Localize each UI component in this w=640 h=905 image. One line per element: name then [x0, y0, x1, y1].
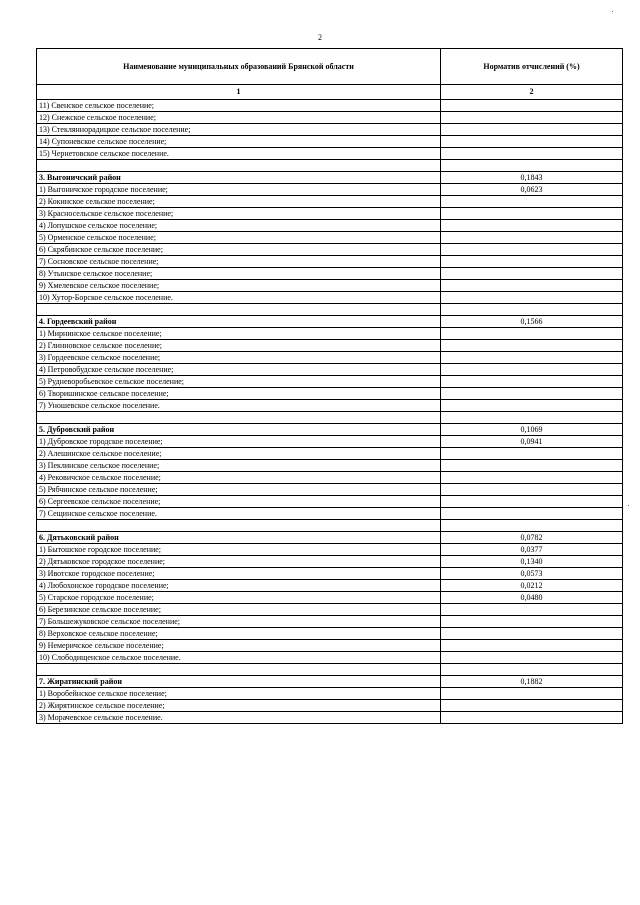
table-row	[37, 136, 623, 148]
norm-value	[441, 628, 623, 640]
municipality-name	[37, 304, 441, 316]
norm-value	[441, 208, 623, 220]
table-row	[37, 292, 623, 304]
table-row	[37, 220, 623, 232]
norm-value	[441, 640, 623, 652]
column-number-1: 1	[37, 85, 441, 100]
municipality-name: 3) Гордеевское сельское поселение;	[37, 352, 441, 364]
norm-value: 0,1843	[441, 172, 623, 184]
norm-value	[441, 220, 623, 232]
municipality-name: 9) Немеричское сельское поселение;	[37, 640, 441, 652]
table-row	[37, 580, 623, 592]
municipality-name	[37, 664, 441, 676]
norm-value	[441, 304, 623, 316]
municipality-name: 9) Хмелевское сельское поселение;	[37, 280, 441, 292]
table-row	[37, 244, 623, 256]
norm-value	[441, 136, 623, 148]
header-name: Наименование муниципальных образований Брянской области	[37, 49, 441, 85]
norm-value	[441, 268, 623, 280]
norm-value	[441, 664, 623, 676]
norm-value	[441, 496, 623, 508]
norm-value	[441, 652, 623, 664]
municipality-name: 15) Чернетовское сельское поселение.	[37, 148, 441, 160]
municipality-name: 6. Дятьковский район	[37, 532, 441, 544]
municipality-name: 8) Утынское сельское поселение;	[37, 268, 441, 280]
municipality-name: 4) Любохонское городское поселение;	[37, 580, 441, 592]
page-number: 2	[318, 33, 322, 42]
table-row	[37, 352, 623, 364]
table-row	[37, 472, 623, 484]
norm-value: 0,1566	[441, 316, 623, 328]
table-row	[37, 688, 623, 700]
table-row	[37, 460, 623, 472]
table-row	[37, 652, 623, 664]
norm-value: 0,0480	[441, 592, 623, 604]
norm-value	[441, 460, 623, 472]
norm-value: 0,0573	[441, 568, 623, 580]
municipality-name: 7. Жиратинский район	[37, 676, 441, 688]
municipality-name: 3) Морачевское сельское поселение.	[37, 712, 441, 724]
table-row	[37, 112, 623, 124]
table-row	[37, 568, 623, 580]
norm-value	[441, 688, 623, 700]
table-row	[37, 448, 623, 460]
municipality-name: 6) Скрябинское сельское поселение;	[37, 244, 441, 256]
norm-value	[441, 376, 623, 388]
municipality-name: 1) Бытошское городское поселение;	[37, 544, 441, 556]
table-row	[37, 400, 623, 412]
table-row	[37, 196, 623, 208]
table-row	[37, 388, 623, 400]
municipality-name: 6) Творишинское сельское поселение;	[37, 388, 441, 400]
municipality-name: 1) Дубровское городское поселение;	[37, 436, 441, 448]
municipality-name: 1) Мирнинское сельское поселение;	[37, 328, 441, 340]
municipality-name: 10) Слободищенское сельское поселение.	[37, 652, 441, 664]
norm-value	[441, 352, 623, 364]
municipality-name: 1) Выгоничское городское поселение;	[37, 184, 441, 196]
norm-value	[441, 400, 623, 412]
municipality-name: 2) Глинновское сельское поселение;	[37, 340, 441, 352]
norm-value	[441, 712, 623, 724]
norm-value	[441, 388, 623, 400]
table-row	[37, 268, 623, 280]
norm-value: 0,0941	[441, 436, 623, 448]
municipality-name: 5. Дубровский район	[37, 424, 441, 436]
municipality-name	[37, 160, 441, 172]
spacer-row	[37, 160, 623, 172]
column-number-row	[37, 85, 623, 100]
norm-value: 0,1069	[441, 424, 623, 436]
norm-value	[441, 112, 623, 124]
table-row	[37, 280, 623, 292]
table-row	[37, 364, 623, 376]
municipality-name: 3) Пеклинское сельское поселение;	[37, 460, 441, 472]
norm-value	[441, 616, 623, 628]
scan-speck	[612, 11, 613, 12]
municipality-name: 6) Сергеевское сельское поселение;	[37, 496, 441, 508]
municipality-name: 3. Выгоничский район	[37, 172, 441, 184]
norm-value: 0,1882	[441, 676, 623, 688]
table-row	[37, 592, 623, 604]
table-row	[37, 232, 623, 244]
norm-value	[441, 244, 623, 256]
district-row	[37, 676, 623, 688]
table-row	[37, 376, 623, 388]
norm-value	[441, 448, 623, 460]
norm-value	[441, 280, 623, 292]
municipality-name: 4) Лопушское сельское поселение;	[37, 220, 441, 232]
table-row	[37, 100, 623, 112]
table-row	[37, 544, 623, 556]
column-number-2: 2	[441, 85, 623, 100]
norm-value	[441, 484, 623, 496]
table-header-row	[37, 49, 623, 85]
table-row	[37, 148, 623, 160]
table-row	[37, 340, 623, 352]
table-row	[37, 484, 623, 496]
municipality-name: 13) Стекляннорадицкое сельское поселение;	[37, 124, 441, 136]
district-row	[37, 532, 623, 544]
norm-value	[441, 520, 623, 532]
norm-value	[441, 604, 623, 616]
municipality-name: 10) Хутор-Борское сельское поселение.	[37, 292, 441, 304]
municipality-name: 2) Дятьковское городское поселение;	[37, 556, 441, 568]
spacer-row	[37, 664, 623, 676]
municipality-name: 5) Рябчинское сельское поселение;	[37, 484, 441, 496]
norm-value	[441, 148, 623, 160]
norm-value: 0,0212	[441, 580, 623, 592]
table-row	[37, 628, 623, 640]
table-row	[37, 616, 623, 628]
spacer-row	[37, 412, 623, 424]
municipality-name: 3) Ивотское городское поселение;	[37, 568, 441, 580]
municipality-name: 12) Снежское сельское поселение;	[37, 112, 441, 124]
table-row	[37, 604, 623, 616]
table-row	[37, 124, 623, 136]
municipality-name: 7) Сещинское сельское поселение.	[37, 508, 441, 520]
municipality-name: 4) Петровобудское сельское поселение;	[37, 364, 441, 376]
norm-value	[441, 196, 623, 208]
norm-value	[441, 124, 623, 136]
table-row	[37, 712, 623, 724]
norm-value: 0,0782	[441, 532, 623, 544]
norm-value	[441, 232, 623, 244]
table-row	[37, 496, 623, 508]
municipality-name: 2) Жирятинское сельское поселение;	[37, 700, 441, 712]
municipality-name: 14) Супоневское сельское поселение;	[37, 136, 441, 148]
table-row	[37, 700, 623, 712]
municipality-name	[37, 520, 441, 532]
norm-value: 0,0377	[441, 544, 623, 556]
municipality-name: 5) Старское городское поселение;	[37, 592, 441, 604]
norm-value	[441, 256, 623, 268]
norm-value: 0,1340	[441, 556, 623, 568]
district-row	[37, 424, 623, 436]
table-row	[37, 256, 623, 268]
norm-value	[441, 160, 623, 172]
municipality-name: 7) Сосновское сельское поселение;	[37, 256, 441, 268]
municipality-name: 11) Свенское сельское поселение;	[37, 100, 441, 112]
spacer-row	[37, 304, 623, 316]
district-row	[37, 172, 623, 184]
table-row	[37, 328, 623, 340]
norm-value	[441, 364, 623, 376]
header-norm: Норматив отчислений (%)	[441, 49, 623, 85]
norm-value	[441, 100, 623, 112]
norm-value	[441, 412, 623, 424]
norm-value	[441, 328, 623, 340]
norms-table	[36, 48, 623, 724]
municipality-name: 5) Орменское сельское поселение;	[37, 232, 441, 244]
municipality-name: 2) Алешинское сельское поселение;	[37, 448, 441, 460]
norm-value	[441, 340, 623, 352]
municipality-name: 6) Березинское сельское поселение;	[37, 604, 441, 616]
municipality-name: 4. Гордеевский район	[37, 316, 441, 328]
municipality-name: 3) Красносельское сельское поселение;	[37, 208, 441, 220]
norm-value	[441, 472, 623, 484]
municipality-name: 2) Кокинское сельское поселение;	[37, 196, 441, 208]
municipality-name: 5) Рудневоробьевское сельское поселение;	[37, 376, 441, 388]
table-row	[37, 208, 623, 220]
table-row	[37, 640, 623, 652]
norm-value	[441, 508, 623, 520]
district-row	[37, 316, 623, 328]
municipality-name	[37, 412, 441, 424]
norm-value	[441, 700, 623, 712]
table-row	[37, 556, 623, 568]
table-row	[37, 436, 623, 448]
municipality-name: 1) Воробейнское сельское поселение;	[37, 688, 441, 700]
table-row	[37, 184, 623, 196]
norm-value: 0,0623	[441, 184, 623, 196]
scan-speck	[628, 505, 629, 506]
municipality-name: 7) Уношевское сельское поселение.	[37, 400, 441, 412]
table-row	[37, 508, 623, 520]
municipality-name: 4) Рековичское сельское поселение;	[37, 472, 441, 484]
municipality-name: 8) Верховское сельское поселение;	[37, 628, 441, 640]
municipality-name: 7) Большежуковское сельское поселение;	[37, 616, 441, 628]
norm-value	[441, 292, 623, 304]
spacer-row	[37, 520, 623, 532]
